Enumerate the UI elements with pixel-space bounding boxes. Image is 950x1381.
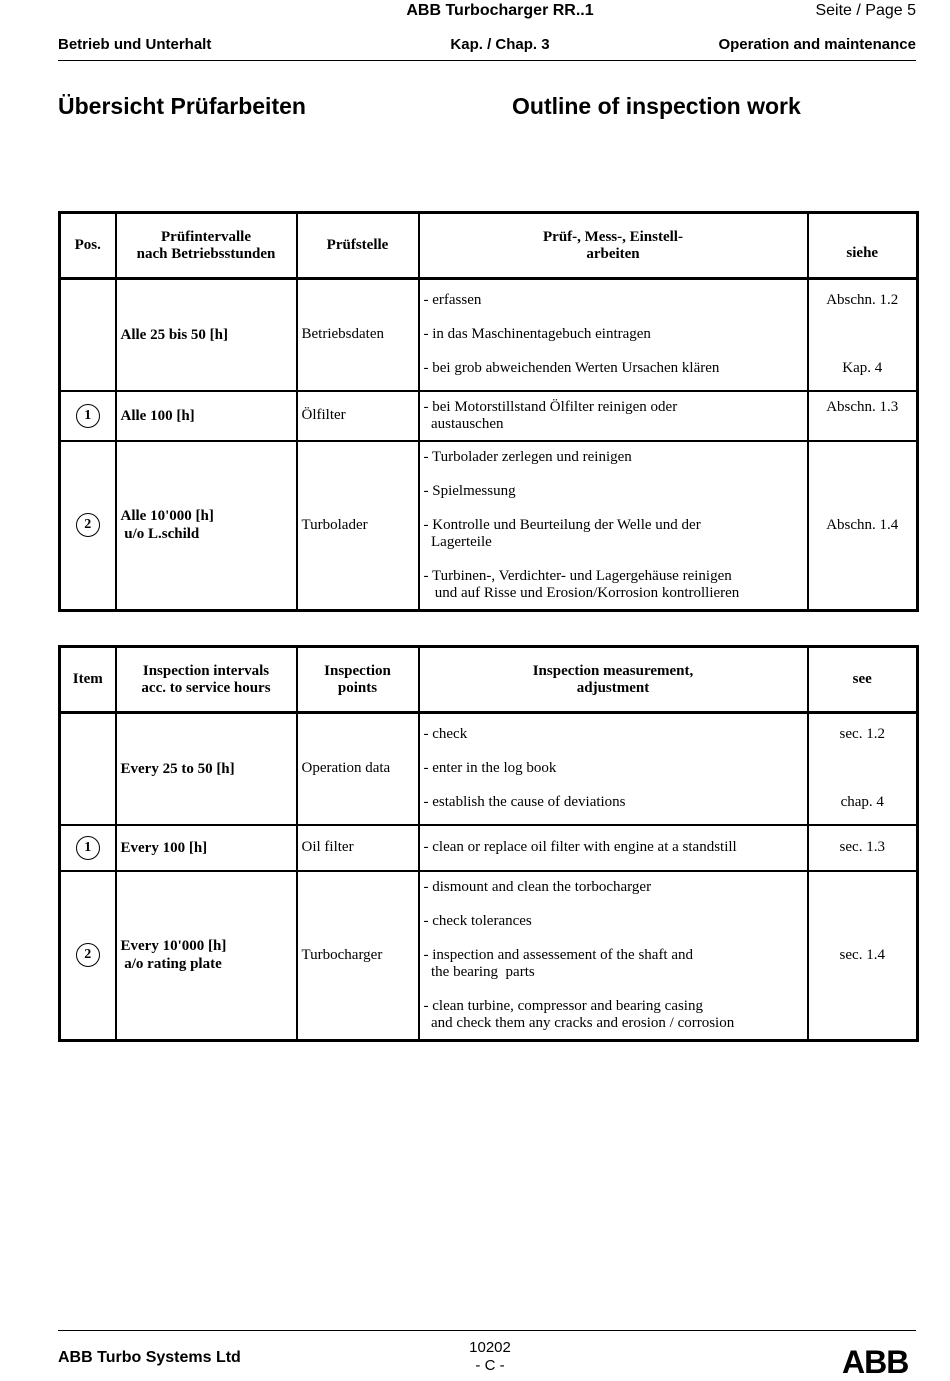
work-item-line: Lagerteile [423, 533, 492, 550]
row-work [419, 825, 808, 871]
work-item-line: - check [423, 726, 468, 743]
interval-line: a/o rating plate [120, 956, 222, 973]
row-work [419, 713, 808, 825]
row-interval [116, 391, 297, 441]
work-item [424, 913, 803, 930]
interval-line: Every 10'000 [h] [120, 938, 227, 955]
row-point: Ölfilter [297, 391, 419, 441]
ref-item [813, 760, 913, 777]
row-point: Oil filter [297, 825, 419, 871]
header-interval-line1: Inspection intervals [142, 662, 270, 679]
ref-text: chap. 4 [840, 794, 884, 811]
work-item-line: the bearing parts [423, 963, 535, 980]
document-title: ABB Turbocharger RR..1 [406, 2, 594, 19]
work-item-line: - bei Motorstillstand Ölfilter reinigen oder [423, 398, 678, 415]
chapter-label: Kap. / Chap. 3 [450, 36, 550, 53]
table-header-row [60, 213, 918, 279]
work-item [424, 517, 803, 551]
document-number [440, 1339, 540, 1375]
work-item-line: - enter in the log book [423, 760, 557, 777]
inspection-table-en [58, 645, 919, 1042]
header-work-line1: Inspection measurement, [532, 662, 694, 679]
interval-line: Alle 10'000 [h] [120, 508, 214, 525]
footer-divider [58, 1330, 916, 1331]
work-item-line: - inspection and assessement of the shaft and [423, 946, 694, 963]
header-point-line1: Inspection [324, 662, 391, 679]
work-item-line: - clean or replace oil filter with engine at a standstill [423, 839, 737, 855]
ref-item [813, 292, 913, 309]
doc-number: 10202 [469, 1339, 511, 1356]
row-ref [808, 713, 918, 825]
interval-line: u/o L.schild [120, 526, 200, 543]
work-item-line: - bei grob abweichenden Werten Ursachen klären [423, 360, 720, 377]
page-number: Seite / Page 5 [815, 2, 916, 19]
work-item-line: - dismount and clean the torbocharger [423, 878, 652, 895]
work-item [424, 326, 803, 343]
table-row [60, 441, 918, 611]
work-item [424, 760, 803, 777]
work-item [424, 292, 803, 309]
work-item-line: - check tolerances [423, 912, 532, 929]
header-work-line2: adjustment [576, 679, 650, 696]
row-point: Operation data [297, 713, 419, 825]
table-body [60, 713, 918, 1041]
ref-text: sec. 1.3 [839, 839, 885, 855]
header-point-line2: points [337, 679, 378, 696]
table-row [60, 279, 918, 391]
row-pos [60, 391, 116, 441]
work-item-line: - establish the cause of deviations [423, 794, 626, 811]
table-body [60, 279, 918, 611]
section-de: Betrieb und Unterhalt [58, 36, 212, 53]
ref-text: Kap. 4 [842, 360, 883, 377]
table-header-row [60, 647, 918, 713]
ref-spacer [813, 416, 913, 433]
interval-line: Every 25 to 50 [h] [120, 760, 235, 777]
header-pos: Pos. [60, 213, 116, 279]
work-item [424, 726, 803, 743]
circled-number: 1 [76, 404, 100, 428]
ref-text [813, 760, 913, 777]
interval-line: Alle 25 bis 50 [h] [120, 326, 229, 343]
row-pos [60, 713, 116, 825]
header-interval-line2: nach Betriebsstunden [136, 245, 276, 262]
ref-text: Abschn. 1.3 [826, 398, 899, 415]
work-item-line: und auf Risse und Erosion/Korrosion kontrollieren [423, 584, 740, 601]
work-item [424, 568, 803, 602]
ref-text [813, 326, 913, 343]
circled-number: 2 [76, 513, 100, 537]
row-pos [60, 279, 116, 391]
header-interval-line2: acc. to service hours [141, 679, 271, 696]
work-item [424, 947, 803, 981]
row-pos [60, 825, 116, 871]
ref-text: Abschn. 1.2 [826, 292, 899, 309]
work-item-line: - erfassen [423, 292, 482, 309]
header-interval-line1: Prüfintervalle [161, 228, 251, 245]
table-row [60, 713, 918, 825]
header-point: Prüfstelle [297, 213, 419, 279]
work-item-line: and check them any cracks and erosion / corrosion [423, 1014, 735, 1031]
row-interval [116, 713, 297, 825]
header-work-line1: Prüf-, Mess-, Einstell- [543, 228, 683, 245]
table-row [60, 391, 918, 441]
row-point: Betriebsdaten [297, 279, 419, 391]
header-interval [116, 647, 297, 713]
row-point: Turbolader [297, 441, 419, 611]
row-ref [808, 825, 918, 871]
circled-number: 1 [76, 836, 100, 860]
work-item-line: - Turbinen-, Verdichter- und Lagergehäuse reinigen [423, 567, 732, 584]
table-row [60, 825, 918, 871]
abb-logo: ABB [842, 1344, 909, 1380]
header-pos: Item [60, 647, 116, 713]
ref-item [813, 839, 913, 856]
work-item [424, 483, 803, 500]
work-item [424, 399, 803, 433]
work-item [424, 998, 803, 1032]
header-work [419, 213, 808, 279]
work-item-line: - Spielmessung [423, 482, 516, 499]
row-interval [116, 825, 297, 871]
interval-line: Every 100 [h] [120, 839, 208, 856]
row-ref [808, 279, 918, 391]
header-interval [116, 213, 297, 279]
header-work-line2: arbeiten [586, 245, 640, 262]
header-divider [58, 60, 916, 61]
row-interval [116, 871, 297, 1041]
row-interval [116, 279, 297, 391]
ref-text: sec. 1.4 [839, 946, 885, 963]
row-interval [116, 441, 297, 611]
work-item [424, 794, 803, 811]
ref-text: Abschn. 1.4 [826, 516, 899, 533]
row-work [419, 391, 808, 441]
ref-item [813, 726, 913, 743]
interval-line: Alle 100 [h] [120, 407, 195, 424]
ref-item [813, 360, 913, 377]
row-ref [808, 441, 918, 611]
work-item [424, 839, 803, 856]
row-work [419, 441, 808, 611]
work-item-line: - clean turbine, compressor and bearing casing [423, 997, 703, 1014]
company-name: ABB Turbo Systems Ltd [58, 1349, 241, 1366]
inspection-table-de [58, 211, 919, 612]
table-row [60, 871, 918, 1041]
ref-text: sec. 1.2 [839, 726, 885, 743]
row-work [419, 279, 808, 391]
revision: - C - [475, 1357, 505, 1374]
row-pos [60, 871, 116, 1041]
work-item [424, 449, 803, 466]
work-item [424, 879, 803, 896]
work-item-line: - in das Maschinentagebuch eintragen [423, 326, 651, 343]
row-ref [808, 871, 918, 1041]
header-see: siehe [808, 213, 918, 279]
work-item-line: - Kontrolle und Beurteilung der Welle und der [423, 516, 701, 533]
row-point: Turbocharger [297, 871, 419, 1041]
page-title-en: Outline of inspection work [512, 93, 801, 119]
ref-item [813, 326, 913, 343]
work-item-line: - Turbolader zerlegen und reinigen [423, 448, 632, 465]
ref-item [813, 794, 913, 811]
ref-item [813, 399, 913, 433]
circled-number: 2 [76, 943, 100, 967]
section-en: Operation and maintenance [718, 36, 916, 53]
row-ref [808, 391, 918, 441]
page-title-de: Übersicht Prüfarbeiten [58, 93, 306, 119]
row-pos [60, 441, 116, 611]
work-item-line: austauschen [423, 415, 504, 432]
row-work [419, 871, 808, 1041]
header-point [297, 647, 419, 713]
header-work [419, 647, 808, 713]
header-see: see [808, 647, 918, 713]
work-item [424, 360, 803, 377]
